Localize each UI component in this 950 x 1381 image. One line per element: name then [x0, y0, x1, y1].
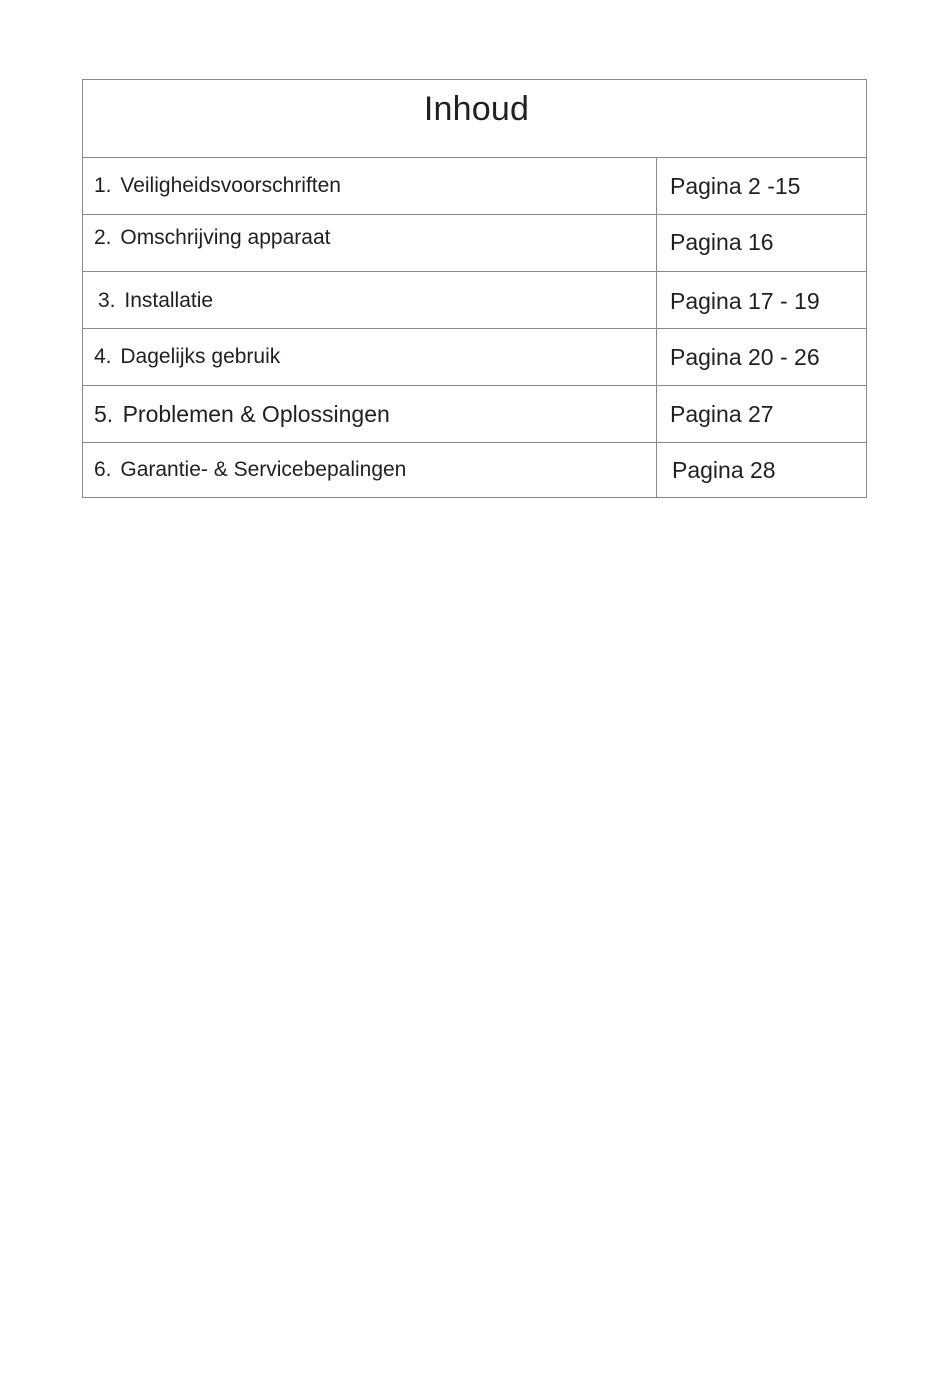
toc-entry-label: Garantie- & Servicebepalingen — [120, 458, 407, 481]
toc-page-cell — [657, 386, 866, 442]
toc-row-3 — [83, 272, 866, 329]
toc-entry — [94, 401, 390, 428]
toc-page-ref: Pagina 27 — [670, 401, 774, 427]
toc-entry-cell — [83, 158, 657, 214]
toc-page-cell — [657, 329, 866, 385]
toc-row-2 — [83, 215, 866, 272]
toc-entry-number: 6. — [94, 458, 112, 481]
toc-page-ref: Pagina 17 - 19 — [670, 288, 820, 314]
toc-entry-number: 1. — [94, 174, 112, 197]
toc-entry-cell — [83, 386, 657, 442]
toc-row-5 — [83, 386, 866, 443]
toc-row-1 — [83, 158, 866, 215]
toc-entry-label: Installatie — [124, 289, 214, 312]
toc-entry-cell — [83, 215, 657, 271]
table-of-contents — [82, 79, 867, 498]
toc-entry-label: Veiligheidsvoorschriften — [120, 174, 341, 197]
toc-entry-number: 5. — [94, 401, 114, 427]
toc-page-ref: Pagina 28 — [672, 457, 776, 483]
toc-page-cell — [657, 443, 866, 497]
toc-entry-cell — [83, 443, 657, 497]
toc-entry-number: 4. — [94, 345, 112, 368]
toc-entry — [94, 458, 406, 482]
toc-entry-label: Problemen & Oplossingen — [122, 401, 390, 427]
toc-entry — [98, 289, 213, 313]
toc-entry-cell — [83, 272, 657, 328]
toc-entry — [94, 174, 341, 198]
toc-page-cell — [657, 272, 866, 328]
toc-entry — [94, 345, 280, 369]
toc-page-cell — [657, 158, 866, 214]
toc-entry-cell — [83, 329, 657, 385]
toc-header — [83, 80, 866, 158]
toc-entry-label: Omschrijving apparaat — [120, 226, 331, 249]
toc-entry-number: 2. — [94, 226, 112, 249]
toc-page-ref: Pagina 16 — [670, 229, 774, 255]
toc-page-cell — [657, 215, 866, 271]
toc-row-6 — [83, 443, 866, 497]
toc-row-4 — [83, 329, 866, 386]
toc-entry-label: Dagelijks gebruik — [120, 345, 281, 368]
toc-entry — [94, 226, 330, 250]
toc-page-ref: Pagina 20 - 26 — [670, 344, 820, 370]
toc-page-ref: Pagina 2 -15 — [670, 173, 801, 199]
toc-title: Inhoud — [423, 90, 530, 128]
toc-entry-number: 3. — [98, 289, 116, 312]
